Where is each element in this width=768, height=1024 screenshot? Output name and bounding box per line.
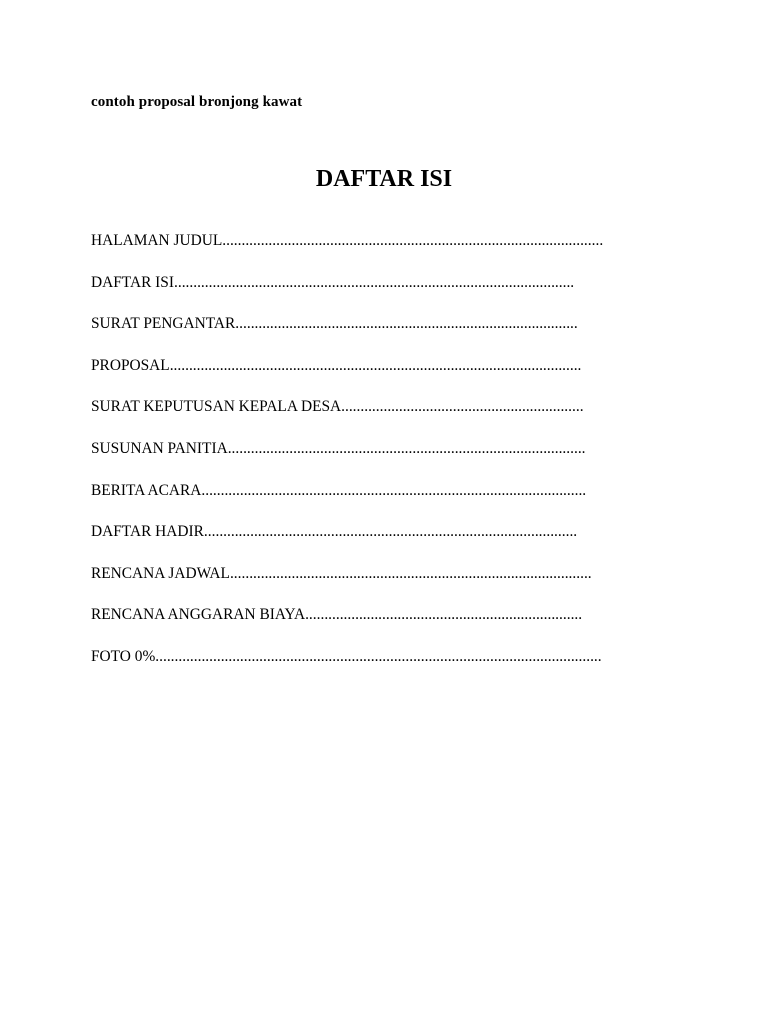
toc-entry-leader: .................................................................................................... — [201, 481, 587, 499]
header-note: contoh proposal bronjong kawat — [91, 94, 303, 110]
toc-entry-berita-acara — [91, 481, 603, 523]
toc-entry-label: DAFTAR ISI — [91, 273, 174, 291]
toc-entry-label: FOTO 0% — [91, 647, 156, 665]
toc-entry-rencana-jadwal — [91, 564, 603, 606]
toc-entry-leader: ........................................................................ — [305, 606, 583, 624]
toc-entry-label: DAFTAR HADIR — [91, 523, 204, 541]
toc-entry-label: BERITA ACARA — [91, 481, 202, 499]
toc-entry-leader: ........................................................................................................... — [169, 356, 582, 374]
toc-entry-leader: ......................................................................................... — [235, 315, 578, 333]
toc-entry-leader: ............................................................... — [341, 398, 584, 416]
toc-entry-label: SURAT KEPUTUSAN KEPALA DESA — [91, 398, 342, 416]
toc-entry-daftar-isi — [91, 273, 603, 315]
table-of-contents — [91, 231, 603, 689]
toc-entry-leader: .................................................................................................................... — [155, 647, 602, 665]
toc-entry-label: SURAT PENGANTAR — [91, 315, 236, 333]
toc-entry-leader: .............................................................................................. — [229, 564, 592, 582]
toc-entry-rencana-anggaran-biaya — [91, 605, 603, 647]
toc-entry-label: HALAMAN JUDUL — [91, 232, 223, 249]
toc-entry-label: RENCANA JADWAL — [91, 564, 230, 582]
toc-entry-surat-pengantar — [91, 314, 603, 356]
toc-entry-label: SUSUNAN PANITIA — [91, 439, 228, 457]
toc-entry-leader: ................................................................................................... — [222, 232, 604, 249]
toc-entry-halaman-judul — [91, 231, 603, 273]
toc-entry-proposal — [91, 356, 603, 398]
toc-entry-leader: ................................................................................................. — [203, 523, 578, 541]
toc-entry-label: RENCANA ANGGARAN BIAYA — [91, 606, 306, 624]
toc-entry-daftar-hadir — [91, 522, 603, 564]
toc-entry-susunan-panitia — [91, 439, 603, 481]
toc-entry-surat-keputusan-kepala-desa — [91, 397, 603, 439]
toc-entry-leader: ........................................................................................................ — [174, 273, 575, 291]
toc-entry-foto — [91, 647, 603, 689]
page-title: DAFTAR ISI — [315, 166, 453, 192]
toc-entry-leader: ............................................................................................. — [227, 439, 586, 457]
toc-entry-label: PROPOSAL — [91, 356, 170, 374]
